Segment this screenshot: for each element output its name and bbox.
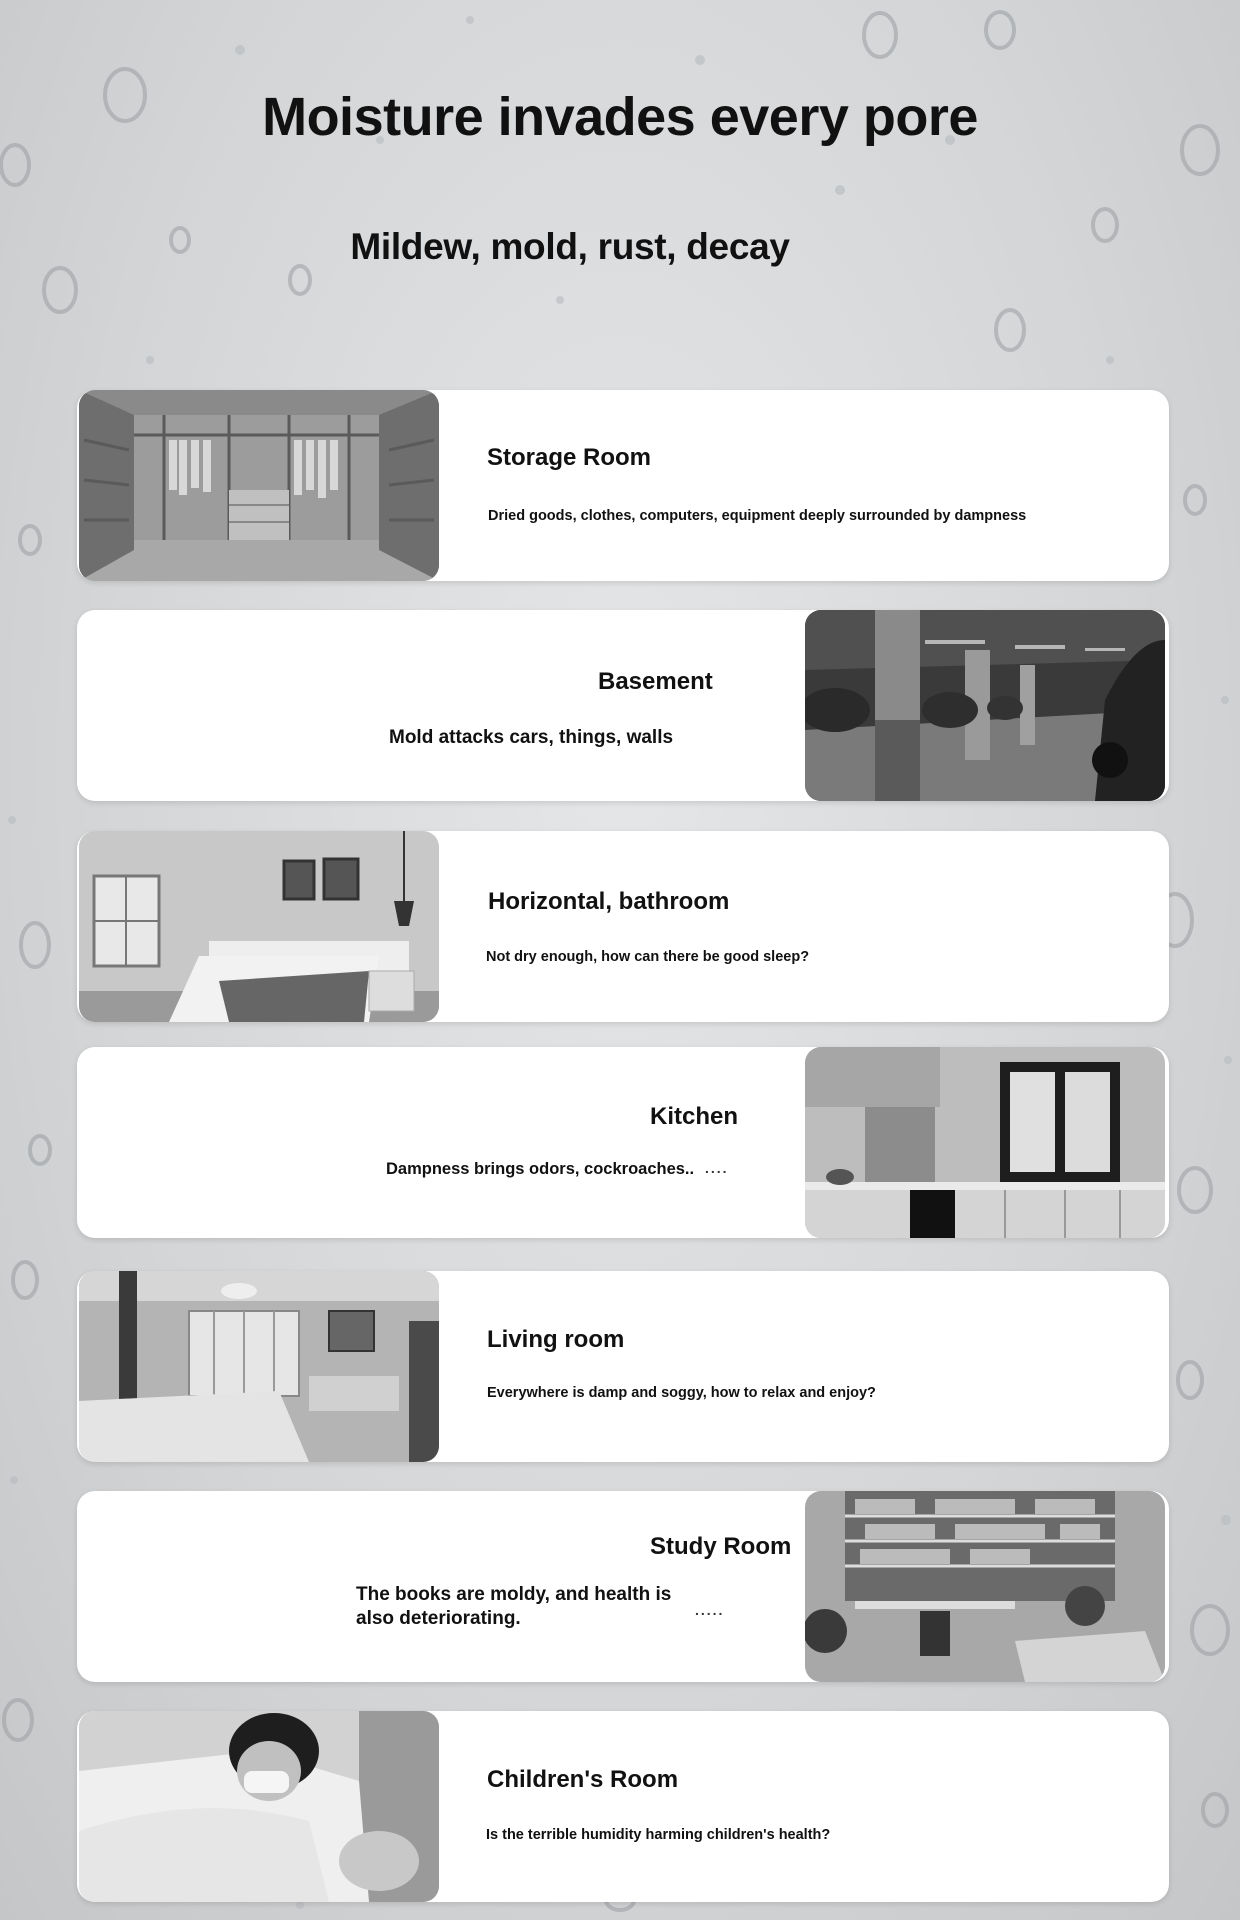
room-description: Dampness brings odors, cockroaches.. — [386, 1160, 695, 1178]
room-card-living-room — [77, 1271, 1169, 1462]
room-card-childrens-room — [77, 1711, 1169, 1902]
room-description: Dried goods, clothes, computers, equipment deeply surrounded by dampness — [488, 508, 1027, 524]
room-name: Living room — [487, 1326, 625, 1353]
parking-garage-photo — [805, 610, 1165, 801]
room-description: Is the terrible humidity harming children's health? — [486, 1827, 831, 1843]
sick-child-photo — [79, 1711, 439, 1902]
study-room-photo — [805, 1491, 1165, 1682]
room-card-storage — [77, 390, 1169, 581]
room-card-kitchen — [77, 1047, 1169, 1238]
room-name: Study Room — [650, 1533, 792, 1560]
room-name: Kitchen — [650, 1103, 739, 1130]
living-room-photo — [79, 1271, 439, 1462]
room-name: Horizontal, bathroom — [488, 888, 730, 915]
bedroom-photo — [79, 831, 439, 1022]
room-description: The books are moldy, and health is also deteriorating. — [356, 1584, 672, 1629]
room-card-bedroom — [77, 831, 1169, 1022]
room-name: Children's Room — [487, 1766, 679, 1793]
page-title: Moisture invades every pore — [262, 87, 978, 147]
room-description: Everywhere is damp and soggy, how to relax and enjoy? — [487, 1385, 876, 1401]
wardrobe-photo — [79, 390, 439, 581]
room-card-basement — [77, 610, 1169, 801]
kitchen-photo — [805, 1047, 1165, 1238]
room-name: Storage Room — [487, 444, 652, 471]
page-subtitle: Mildew, mold, rust, decay — [350, 226, 790, 267]
ellipsis-dots: ..... — [695, 1602, 725, 1618]
room-description: Mold attacks cars, things, walls — [389, 727, 674, 748]
room-description: Not dry enough, how can there be good sleep? — [486, 949, 810, 965]
room-name: Basement — [598, 668, 713, 695]
ellipsis-dots: .... — [705, 1160, 729, 1176]
room-card-study-room — [77, 1491, 1169, 1682]
